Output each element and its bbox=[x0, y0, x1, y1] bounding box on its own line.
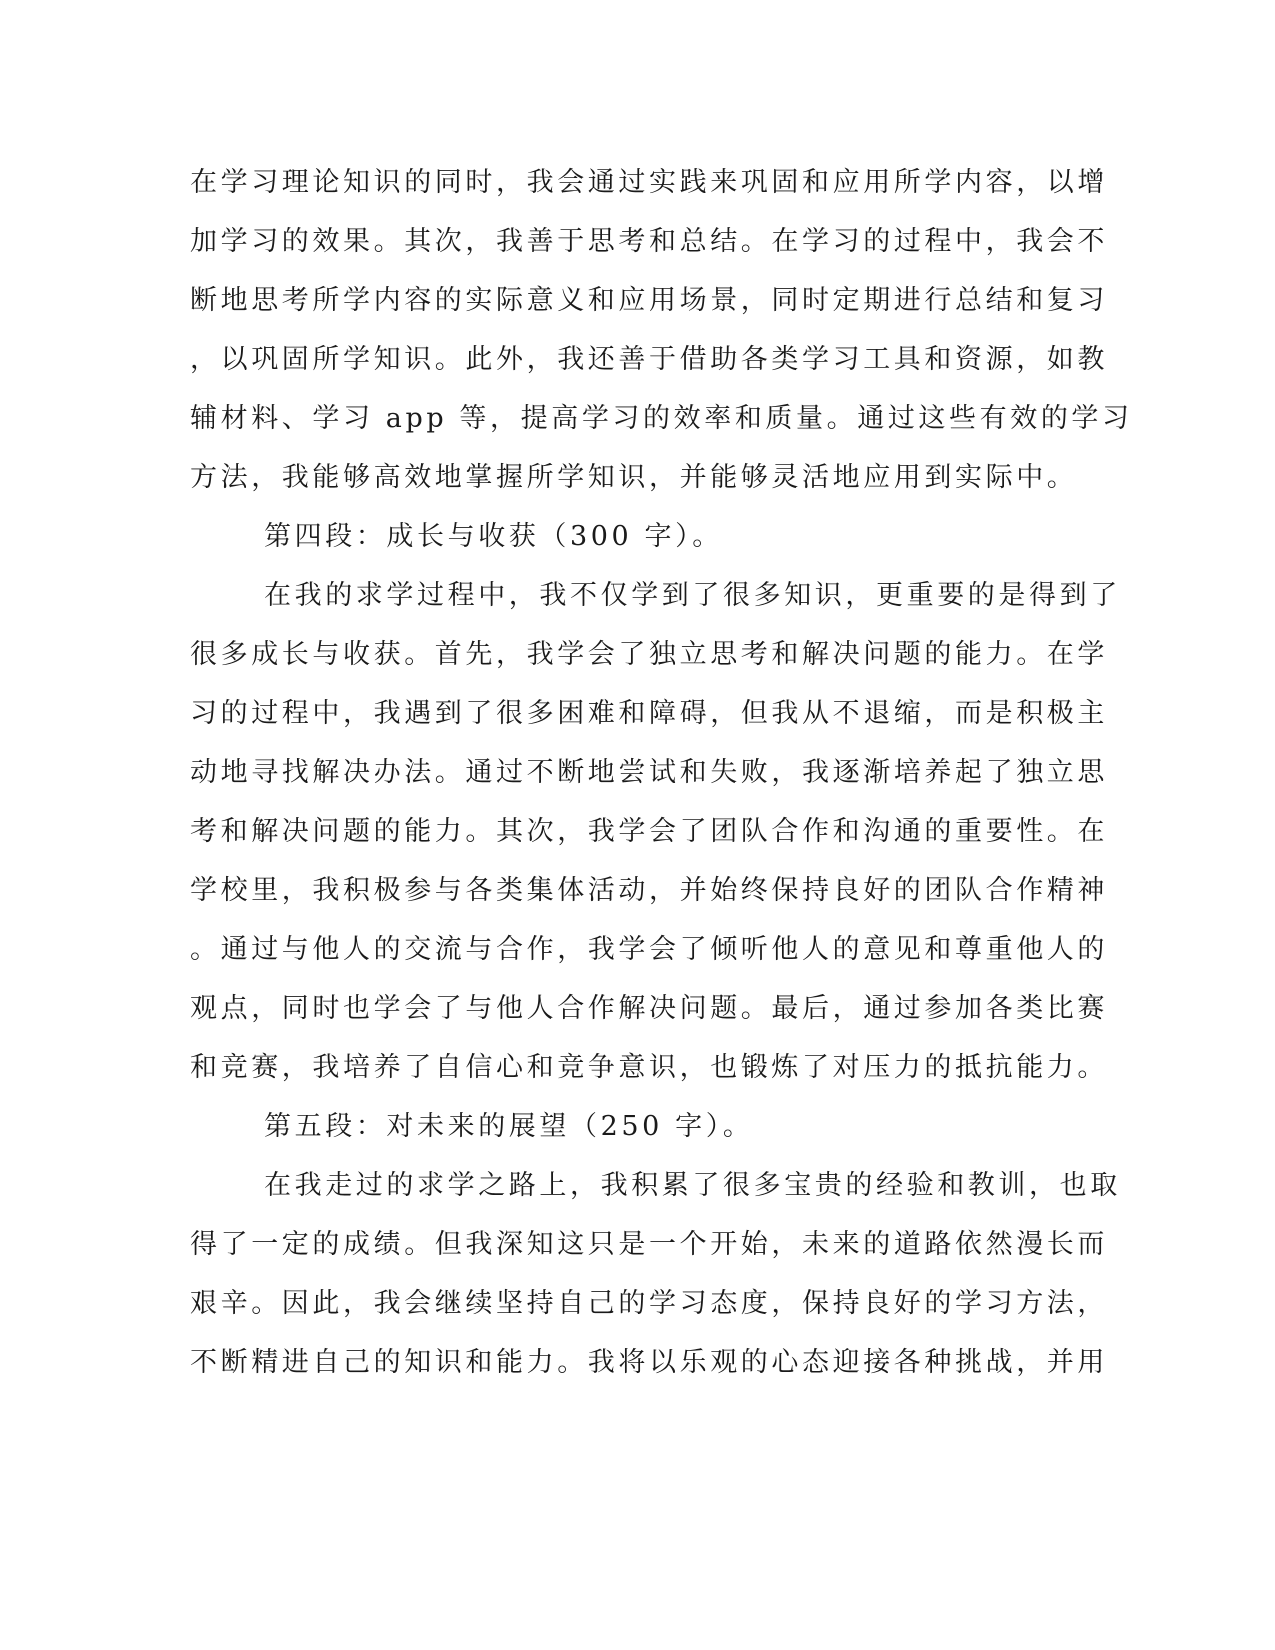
text-line: 在我的求学过程中，我不仅学到了很多知识，更重要的是得到了 bbox=[264, 580, 1121, 611]
text-line: 辅材料、学习 app 等，提高学习的效率和质量。通过这些有效的学习 bbox=[190, 403, 1133, 434]
text-line: 不断精进自己的知识和能力。我将以乐观的心态迎接各种挑战，并用 bbox=[190, 1347, 1108, 1378]
text-line: 艰辛。因此，我会继续坚持自己的学习态度，保持良好的学习方法， bbox=[190, 1288, 1108, 1319]
text-line: 动地寻找解决办法。通过不断地尝试和失败，我逐渐培养起了独立思 bbox=[190, 757, 1108, 788]
text-line: 加学习的效果。其次，我善于思考和总结。在学习的过程中，我会不 bbox=[190, 226, 1108, 257]
text-line: 得了一定的成绩。但我深知这只是一个开始，未来的道路依然漫长而 bbox=[190, 1229, 1108, 1260]
section-heading: 第四段：成长与收获（300 字）。 bbox=[264, 521, 723, 552]
section-heading: 第五段：对未来的展望（250 字）。 bbox=[264, 1111, 754, 1142]
text-line: 很多成长与收获。首先，我学会了独立思考和解决问题的能力。在学 bbox=[190, 639, 1108, 670]
text-line: 方法，我能够高效地掌握所学知识，并能够灵活地应用到实际中。 bbox=[190, 462, 1078, 493]
text-line: 学校里，我积极参与各类集体活动，并始终保持良好的团队合作精神 bbox=[190, 875, 1108, 906]
text-line: 考和解决问题的能力。其次，我学会了团队合作和沟通的重要性。在 bbox=[190, 816, 1108, 847]
text-line: 观点，同时也学会了与他人合作解决问题。最后，通过参加各类比赛 bbox=[190, 993, 1108, 1024]
text-line: 习的过程中，我遇到了很多困难和障碍，但我从不退缩，而是积极主 bbox=[190, 698, 1108, 729]
text-line: 在我走过的求学之路上，我积累了很多宝贵的经验和教训，也取 bbox=[264, 1170, 1121, 1201]
text-line: ，以巩固所学知识。此外，我还善于借助各类学习工具和资源，如教 bbox=[190, 344, 1108, 375]
text-line: 和竞赛，我培养了自信心和竞争意识，也锻炼了对压力的抵抗能力。 bbox=[190, 1052, 1108, 1083]
text-line: 断地思考所学内容的实际意义和应用场景，同时定期进行总结和复习 bbox=[190, 285, 1108, 316]
text-line: 在学习理论知识的同时，我会通过实践来巩固和应用所学内容，以增 bbox=[190, 167, 1108, 198]
text-line: 。通过与他人的交流与合作，我学会了倾听他人的意见和尊重他人的 bbox=[190, 934, 1108, 965]
